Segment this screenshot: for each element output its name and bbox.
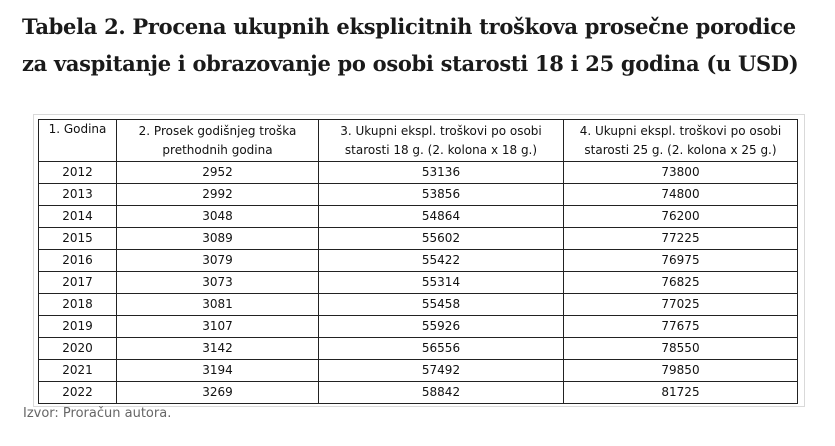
table-row	[39, 162, 798, 184]
cell-avg-cost: 3107	[117, 316, 319, 338]
cell-total-18: 55422	[319, 250, 564, 272]
cell-avg-cost: 3142	[117, 338, 319, 360]
header-25-line-1: 4. Ukupni ekspl. troškovi po osobi	[579, 123, 782, 138]
header-total-25	[564, 120, 798, 162]
table-title	[22, 8, 822, 82]
cell-avg-cost: 3048	[117, 206, 319, 228]
cell-year: 2015	[39, 228, 117, 250]
cell-year: 2022	[39, 382, 117, 404]
cell-year: 2021	[39, 360, 117, 382]
header-avg-line-2: prethodnih godina	[162, 142, 273, 157]
cell-total-18: 55602	[319, 228, 564, 250]
table-header-row	[39, 120, 798, 162]
table-row	[39, 316, 798, 338]
header-year-line-1: 1. Godina	[48, 122, 107, 136]
table-row	[39, 184, 798, 206]
cell-avg-cost: 2992	[117, 184, 319, 206]
cell-total-18: 55314	[319, 272, 564, 294]
cell-avg-cost: 2952	[117, 162, 319, 184]
table-row	[39, 228, 798, 250]
cell-total-18: 55926	[319, 316, 564, 338]
header-avg-annual-cost	[117, 120, 319, 162]
cell-total-25: 74800	[564, 184, 798, 206]
cell-total-25: 78550	[564, 338, 798, 360]
cell-avg-cost: 3269	[117, 382, 319, 404]
cell-total-18: 55458	[319, 294, 564, 316]
cell-total-18: 58842	[319, 382, 564, 404]
table-row	[39, 250, 798, 272]
header-25-line-2: starosti 25 g. (2. kolona x 25 g.)	[584, 142, 777, 157]
table-row	[39, 360, 798, 382]
table-title-line-2: za vaspitanje i obrazovanje po osobi starosti 18 i 25 godina (u USD)	[22, 51, 799, 76]
cell-total-25: 77025	[564, 294, 798, 316]
cell-total-18: 56556	[319, 338, 564, 360]
cell-year: 2012	[39, 162, 117, 184]
cell-avg-cost: 3073	[117, 272, 319, 294]
cell-avg-cost: 3079	[117, 250, 319, 272]
header-year	[39, 120, 117, 162]
table-body	[39, 162, 798, 404]
table-image-frame	[33, 114, 805, 407]
header-18-line-2: starosti 18 g. (2. kolona x 18 g.)	[344, 142, 538, 157]
table-row	[39, 338, 798, 360]
header-total-18	[319, 120, 564, 162]
cell-year: 2016	[39, 250, 117, 272]
cell-year: 2014	[39, 206, 117, 228]
cell-total-18: 54864	[319, 206, 564, 228]
table-title-line-1: Tabela 2. Procena ukupnih eksplicitnih troškova prosečne porodice	[22, 14, 796, 39]
cell-total-25: 77225	[564, 228, 798, 250]
cell-year: 2017	[39, 272, 117, 294]
cell-total-18: 53856	[319, 184, 564, 206]
cell-total-25: 77675	[564, 316, 798, 338]
table-row	[39, 382, 798, 404]
source-note: Izvor: Proračun autora.	[23, 406, 172, 421]
cell-total-18: 57492	[319, 360, 564, 382]
cell-total-25: 76200	[564, 206, 798, 228]
cell-total-25: 76825	[564, 272, 798, 294]
cell-year: 2019	[39, 316, 117, 338]
cell-year: 2018	[39, 294, 117, 316]
header-avg-line-1: 2. Prosek godišnjeg troška	[138, 123, 297, 138]
cell-avg-cost: 3089	[117, 228, 319, 250]
cell-total-25: 76975	[564, 250, 798, 272]
table-row	[39, 272, 798, 294]
cell-year: 2020	[39, 338, 117, 360]
cell-total-25: 79850	[564, 360, 798, 382]
cell-total-25: 81725	[564, 382, 798, 404]
table-row	[39, 206, 798, 228]
cell-year: 2013	[39, 184, 117, 206]
cell-total-18: 53136	[319, 162, 564, 184]
cell-total-25: 73800	[564, 162, 798, 184]
cell-avg-cost: 3081	[117, 294, 319, 316]
cell-avg-cost: 3194	[117, 360, 319, 382]
header-18-line-1: 3. Ukupni ekspl. troškovi po osobi	[340, 123, 542, 138]
table-row	[39, 294, 798, 316]
cost-table	[38, 119, 798, 404]
